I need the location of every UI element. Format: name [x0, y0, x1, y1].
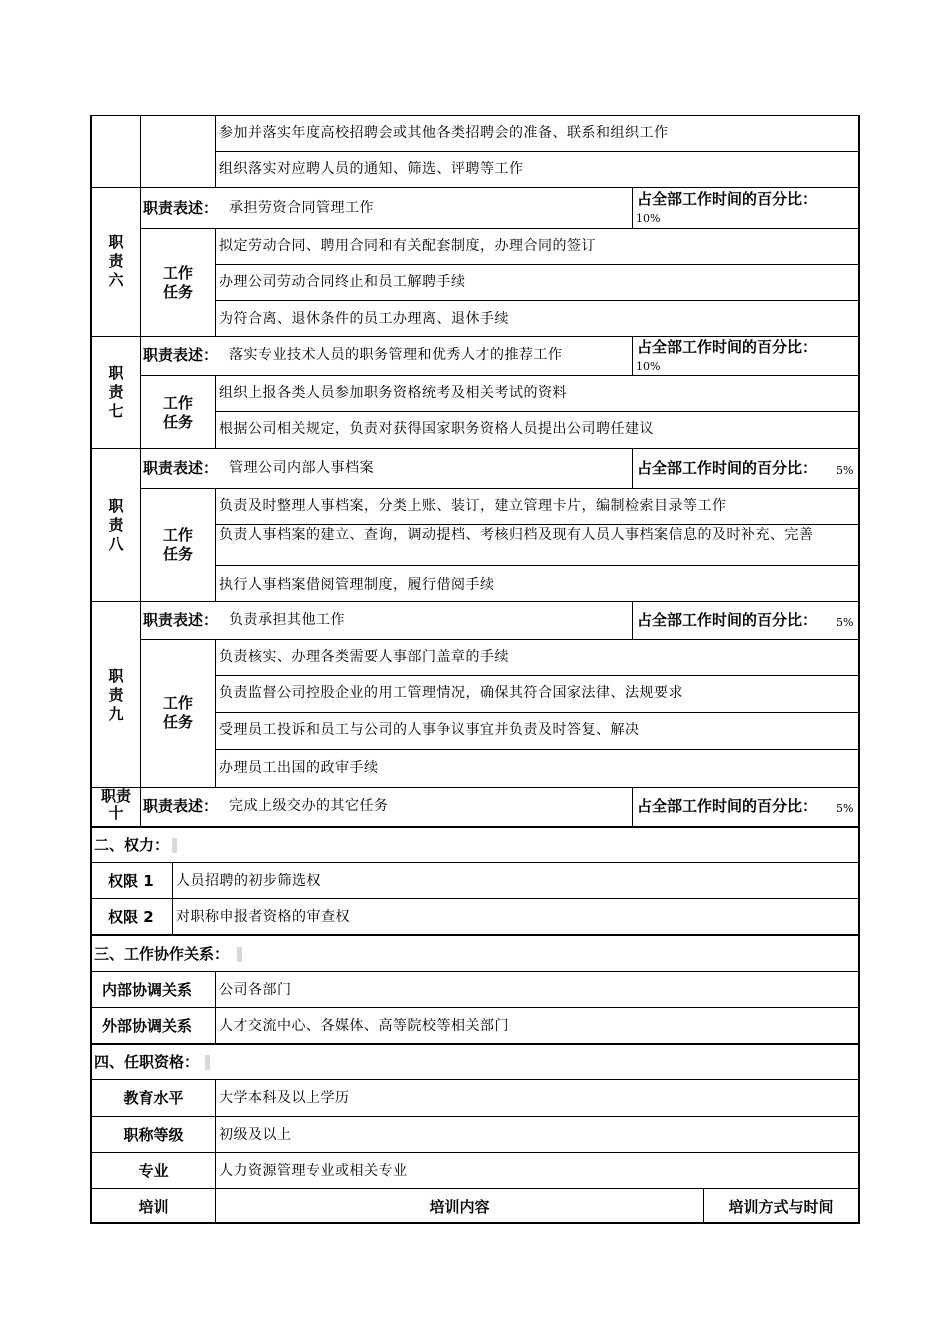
- power-1-label: 权限 1: [108, 872, 154, 890]
- row-line: [215, 264, 860, 265]
- duty7-desc-label: 职责表述：: [143, 346, 219, 364]
- row-line: [140, 375, 860, 376]
- duty9-pct-label: 占全部工作时间的百分比：: [637, 611, 818, 629]
- col-line-task-label: [215, 228, 216, 336]
- duty7-desc: 落实专业技术人员的职务管理和优秀人才的推荐工作: [229, 347, 563, 363]
- section-line: [90, 934, 860, 936]
- col-line-percent: [632, 187, 633, 228]
- duty8-task-label: 工作任务: [162, 526, 193, 563]
- row-line: [90, 336, 860, 337]
- duty8-desc-label: 职责表述：: [143, 459, 219, 477]
- row-line: [215, 300, 860, 301]
- duty7-task-label: 工作任务: [162, 394, 193, 431]
- duty9-desc-label: 职责表述：: [143, 611, 219, 629]
- duty6-label: 职责六: [108, 233, 124, 289]
- power-section-title: 二、权力：: [94, 836, 170, 854]
- duty7-task-1: 组织上报各类人员参加职务资格统考及相关考试的资料: [219, 385, 567, 401]
- duty9-task-label: 工作任务: [162, 694, 193, 731]
- duty7-pct-label: 占全部工作时间的百分比：: [637, 338, 818, 356]
- duty8-desc: 管理公司内部人事档案: [229, 460, 374, 476]
- education-label: 教育水平: [123, 1089, 184, 1107]
- row-line: [215, 712, 860, 713]
- relations-external-label: 外部协调关系: [102, 1017, 193, 1035]
- qualification-section-title: 四、任职资格：: [94, 1053, 200, 1071]
- duty10-desc: 完成上级交办的其它任务: [229, 798, 389, 814]
- row-line: [215, 675, 860, 676]
- training-content-header: 培训内容: [429, 1198, 490, 1216]
- duty6-task-1: 拟定劳动合同、聘用合同和有关配套制度，办理合同的签订: [219, 238, 596, 254]
- col-line-relations: [215, 971, 216, 1043]
- duty6-pct: 10%: [636, 212, 661, 225]
- duty7-pct: 10%: [636, 360, 661, 373]
- row-line: [140, 639, 860, 640]
- duty6-desc-label: 职责表述：: [143, 199, 219, 217]
- duty10-label: 职责十: [100, 787, 131, 822]
- duty6-pct-label: 占全部工作时间的百分比：: [637, 190, 818, 208]
- duty6-desc: 承担劳资合同管理工作: [229, 200, 374, 216]
- row-line: [90, 971, 860, 972]
- row-line: [90, 1007, 860, 1008]
- section-title-shade: [237, 947, 242, 962]
- duty8-task-1: 负责及时整理人事档案，分类上账、装订，建立管理卡片，编制检索目录等工作: [219, 498, 727, 514]
- duty9-pct: 5%: [836, 616, 854, 629]
- col-line-power: [172, 862, 173, 934]
- duty8-task-2: 负责人事档案的建立、查询，调动提档、考核归档及现有人员人事档案信息的及时补充、完善: [219, 527, 814, 543]
- section-line: [90, 1043, 860, 1045]
- power-1-text: 人员招聘的初步筛选权: [176, 873, 321, 889]
- duty8-label: 职责八: [108, 497, 124, 553]
- duty9-task-2: 负责监督公司控股企业的用工管理情况，确保其符合国家法律、法规要求: [219, 685, 683, 701]
- col-line-percent: [632, 787, 633, 826]
- duty8-pct-label: 占全部工作时间的百分比：: [637, 459, 818, 477]
- duty10-pct-label: 占全部工作时间的百分比：: [637, 797, 818, 815]
- table-border-right: [858, 115, 860, 1224]
- row-line: [90, 115, 860, 116]
- duty5-task-1: 参加并落实年度高校招聘会或其他各类招聘会的准备、联系和组织工作: [219, 125, 669, 141]
- title-level-label: 职称等级: [123, 1126, 184, 1144]
- row-line: [90, 1152, 860, 1153]
- row-line: [90, 1116, 860, 1117]
- major-text: 人力资源管理专业或相关专业: [219, 1163, 408, 1179]
- major-label: 专业: [138, 1162, 169, 1180]
- col-line-task-label: [215, 639, 216, 787]
- col-line-percent: [632, 336, 633, 375]
- duty8-pct: 5%: [836, 464, 854, 477]
- duty10-pct: 5%: [836, 802, 854, 815]
- duty5-task-2: 组织落实对应聘人员的通知、筛选、评聘等工作: [219, 161, 524, 177]
- row-line: [90, 898, 860, 899]
- duty7-task-2: 根据公司相关规定，负责对获得国家职务资格人员提出公司聘任建议: [219, 421, 654, 437]
- relations-section-title: 三、工作协作关系：: [94, 945, 230, 963]
- row-line: [215, 749, 860, 750]
- col-line-task-label: [215, 375, 216, 448]
- duty6-task-2: 办理公司劳动合同终止和员工解聘手续: [219, 274, 466, 290]
- duty9-task-4: 办理员工出国的政审手续: [219, 760, 379, 776]
- row-line: [215, 565, 860, 566]
- col-line-task-label: [215, 488, 216, 601]
- row-line: [215, 411, 860, 412]
- duty10-desc-label: 职责表述：: [143, 797, 219, 815]
- duty7-label: 职责七: [108, 364, 124, 420]
- row-line: [140, 488, 860, 489]
- table-border-bottom: [90, 1222, 860, 1224]
- row-line: [90, 787, 860, 788]
- power-2-label: 权限 2: [108, 908, 154, 926]
- col-line-percent: [632, 448, 633, 488]
- section-title-shade: [172, 838, 177, 853]
- col-line-duty-label: [140, 115, 141, 826]
- training-label: 培训: [138, 1198, 169, 1216]
- education-text: 大学本科及以上学历: [219, 1090, 350, 1106]
- row-line: [140, 228, 860, 229]
- row-line: [215, 524, 860, 525]
- duty6-task-label: 工作任务: [162, 264, 193, 301]
- title-level-text: 初级及以上: [219, 1127, 292, 1143]
- table-border-left: [90, 115, 92, 1224]
- duty9-task-3: 受理员工投诉和员工与公司的人事争议事宜并负责及时答复、解决: [219, 722, 640, 738]
- row-line: [90, 1079, 860, 1080]
- power-2-text: 对职称申报者资格的审查权: [176, 909, 350, 925]
- duty6-task-3: 为符合离、退休条件的员工办理离、退休手续: [219, 311, 509, 327]
- row-line: [90, 862, 860, 863]
- duty9-label: 职责九: [108, 667, 124, 723]
- duty9-desc: 负责承担其他工作: [229, 612, 345, 628]
- section-line: [90, 826, 860, 828]
- col-line-percent: [632, 601, 633, 639]
- relations-external-text: 人才交流中心、各媒体、高等院校等相关部门: [219, 1018, 509, 1034]
- col-line-task-label: [215, 115, 216, 188]
- row-line: [90, 448, 860, 449]
- relations-internal-text: 公司各部门: [219, 982, 292, 998]
- row-line: [215, 151, 860, 152]
- relations-internal-label: 内部协调关系: [102, 981, 193, 999]
- training-method-header: 培训方式与时间: [728, 1198, 834, 1216]
- duty8-task-3: 执行人事档案借阅管理制度，履行借阅手续: [219, 577, 495, 593]
- section-title-shade: [205, 1055, 210, 1070]
- row-line: [90, 601, 860, 602]
- row-line: [90, 187, 860, 188]
- row-line: [90, 1188, 860, 1189]
- duty9-task-1: 负责核实、办理各类需要人事部门盖章的手续: [219, 649, 509, 665]
